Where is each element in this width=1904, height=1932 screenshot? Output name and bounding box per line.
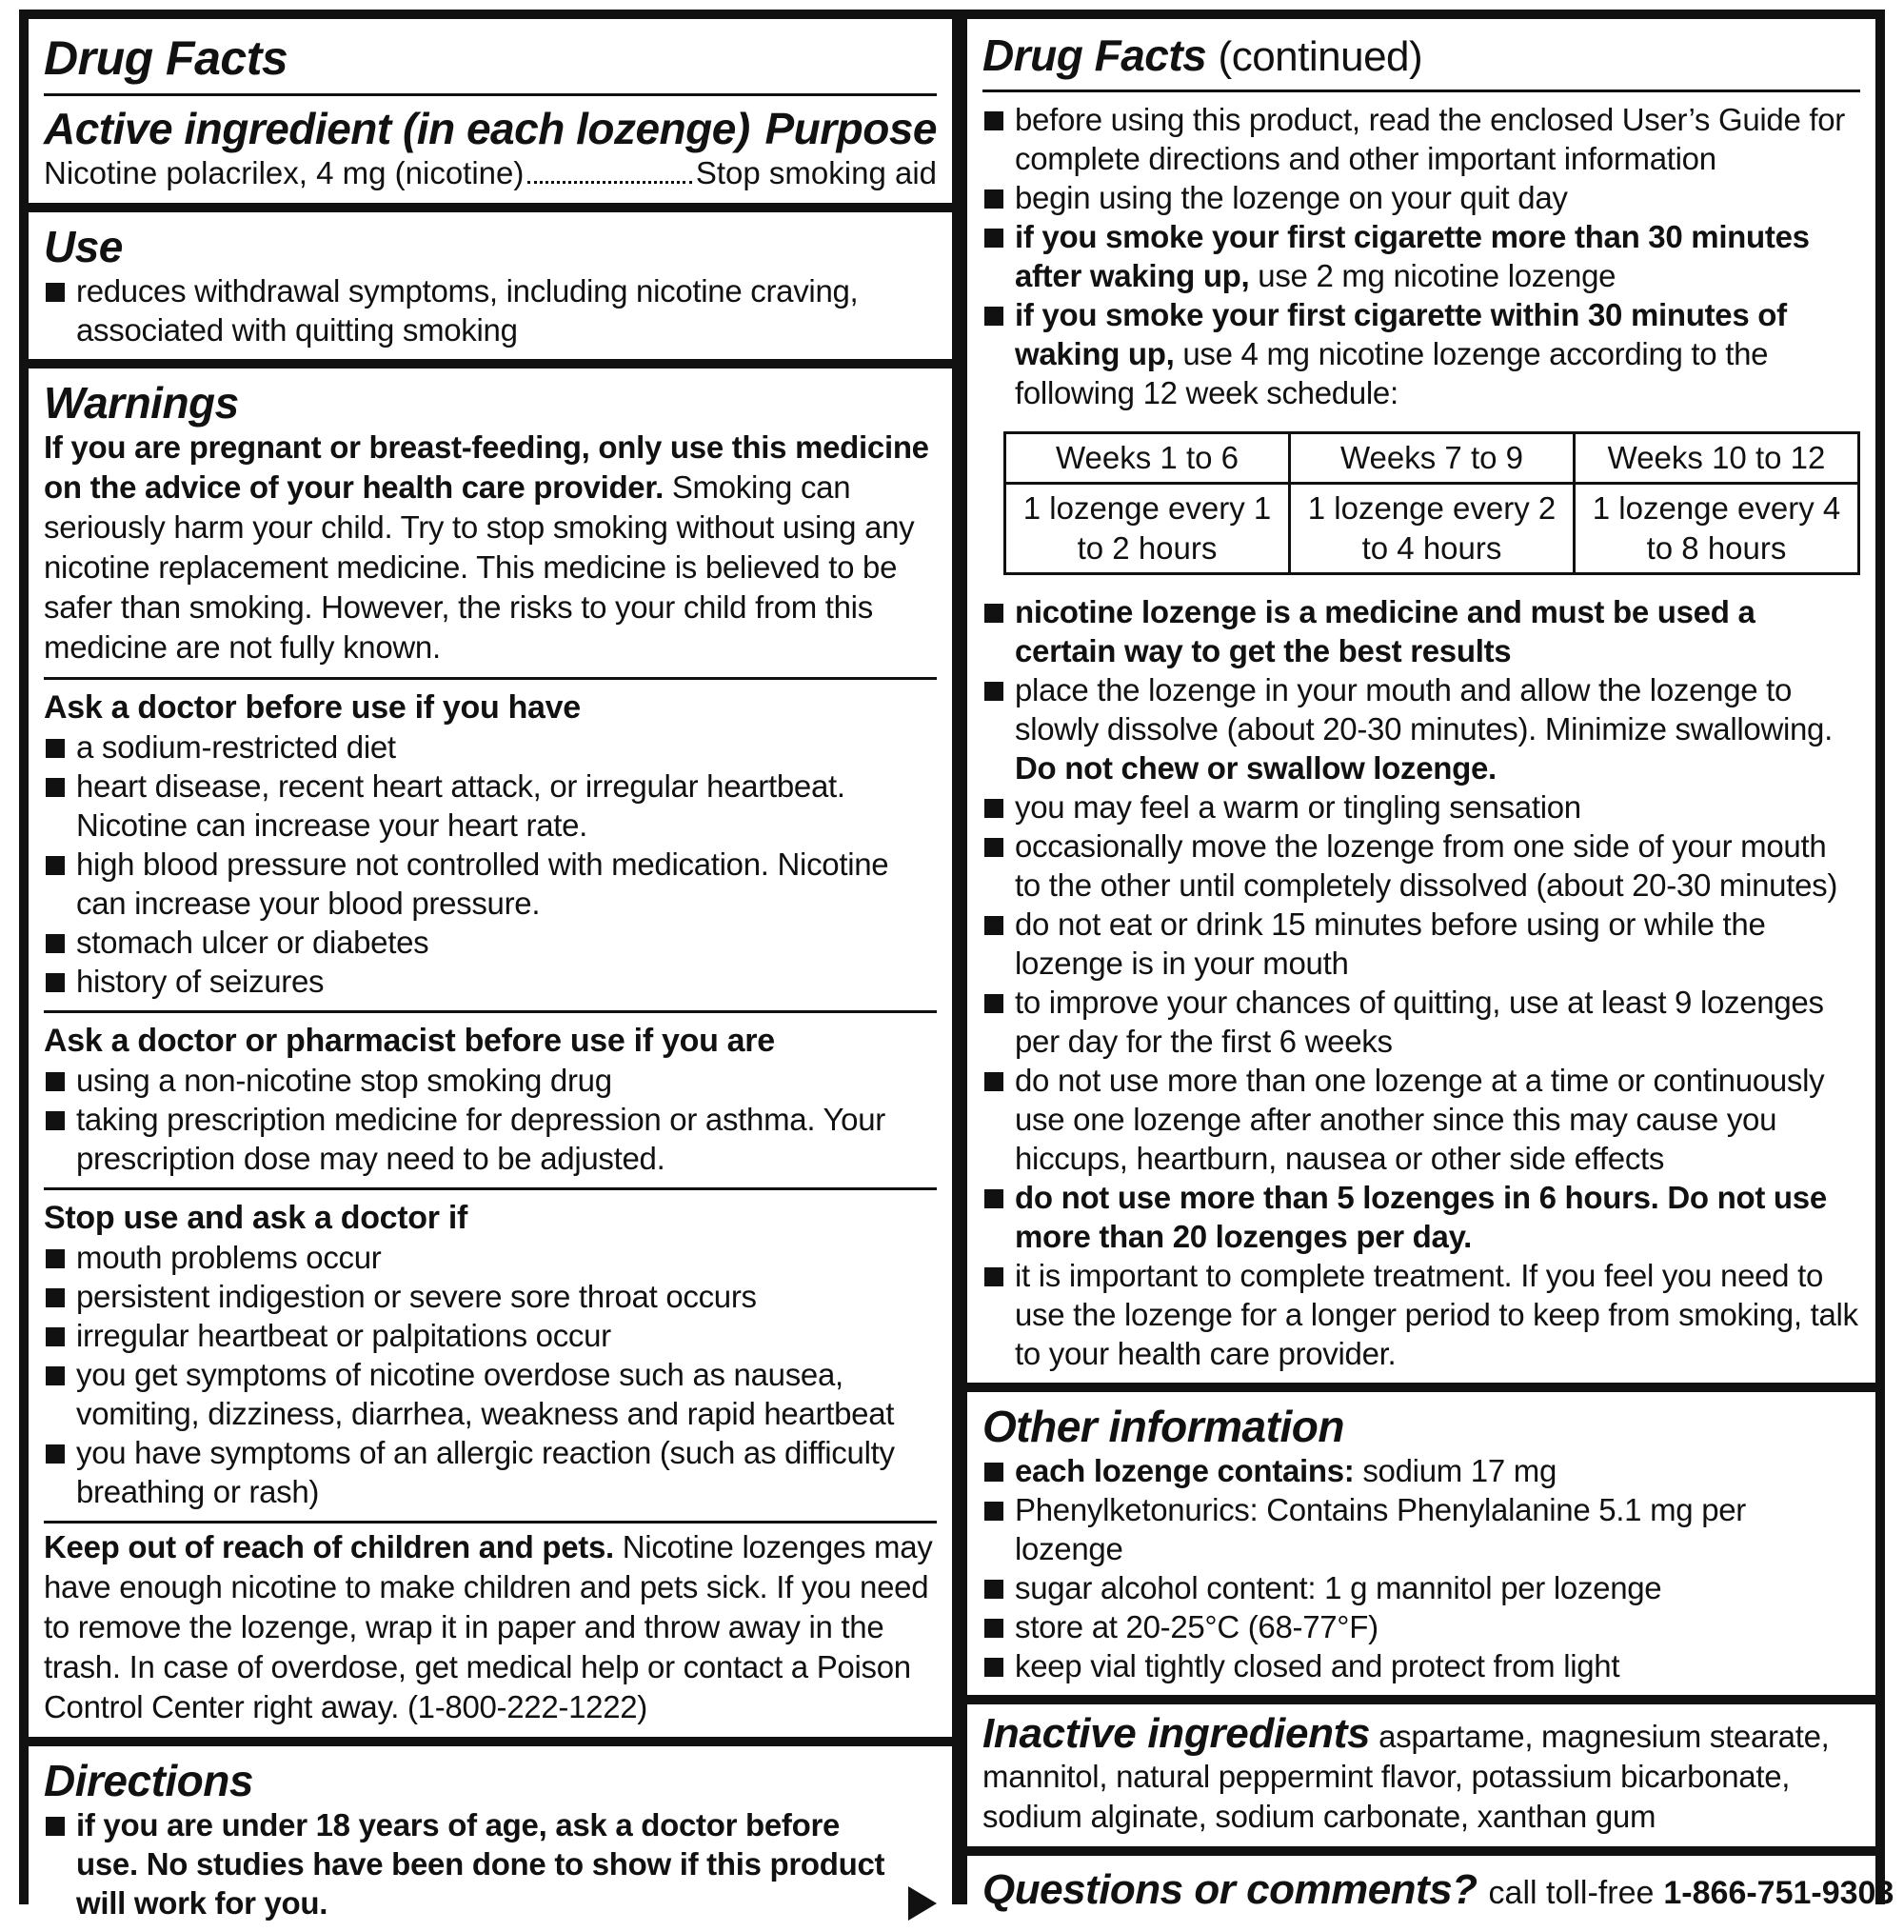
- questions-call-text: call toll-free: [1488, 1875, 1655, 1911]
- list-item: place the lozenge in your mouth and allow the lozenge to slowly dissolve (about 20-30 minutes). Minimize swallowing. Do not chew or swallow lozenge.: [982, 670, 1860, 787]
- bullet-square-icon: [984, 1189, 1003, 1208]
- table-row: [1005, 484, 1859, 574]
- list-item: irregular heartbeat or palpitations occur: [44, 1316, 937, 1355]
- divider: [44, 677, 937, 680]
- list-item: do not use more than one lozenge at a time or continuously use one lozenge after another since this may cause you hiccups, heartburn, nausea or other side effects: [982, 1061, 1860, 1178]
- bullet-square-icon: [46, 739, 65, 758]
- use-heading: Use: [44, 222, 123, 271]
- bullet-square-icon: [984, 307, 1003, 326]
- bullet-square-icon: [984, 1580, 1003, 1599]
- bullet-square-icon: [46, 283, 65, 302]
- inactive-ingredients-section: [967, 1704, 1875, 1846]
- bullet-square-icon: [46, 1288, 65, 1307]
- use-list: [44, 271, 937, 349]
- list-item: sugar alcohol content: 1 g mannitol per lozenge: [982, 1568, 1860, 1607]
- directions-heading: Directions: [44, 1756, 253, 1805]
- bullet-square-icon: [46, 856, 65, 875]
- purpose-heading: Purpose: [764, 104, 937, 153]
- divider: [44, 1521, 937, 1524]
- dosing-schedule-table: [1003, 431, 1860, 575]
- bullet-square-icon: [984, 1658, 1003, 1677]
- bullet-square-icon: [46, 1249, 65, 1268]
- divider: [44, 1010, 937, 1013]
- bullet-square-icon: [984, 604, 1003, 623]
- stop-use-heading: Stop use and ask a doctor if: [44, 1200, 468, 1236]
- list-item: a sodium-restricted diet: [44, 727, 937, 767]
- list-item: you have symptoms of an allergic reaction (such as difficulty breathing or rash): [44, 1433, 937, 1511]
- bullet-square-icon: [984, 916, 1003, 935]
- bullet-square-icon: [46, 1817, 65, 1836]
- ingredient-name: Nicotine polacrilex, 4 mg (nicotine): [44, 155, 525, 190]
- drug-facts-panel: [19, 10, 1894, 1921]
- list-item: store at 20-25°C (68-77°F): [982, 1607, 1860, 1646]
- warnings-section: [29, 368, 952, 1737]
- right-column: [967, 19, 1894, 1913]
- ingredient-row: [44, 153, 937, 193]
- bullet-square-icon: [984, 994, 1003, 1013]
- table-cell: 1 lozenge every 4 to 8 hours: [1575, 484, 1859, 574]
- left-column: [29, 19, 952, 1921]
- stop-use-list: [44, 1238, 937, 1511]
- table-header-cell: Weeks 10 to 12: [1575, 433, 1859, 484]
- list-item: you get symptoms of nicotine overdose such as nausea, vomiting, dizziness, diarrhea, weakness and rapid heartbeat: [44, 1355, 937, 1433]
- list-item: occasionally move the lozenge from one side of your mouth to the other until completely dissolved (about 20-30 minutes): [982, 827, 1860, 905]
- ask-doctor-list: [44, 727, 937, 1001]
- directions-continued-section: [967, 19, 1875, 1383]
- bullet-square-icon: [984, 189, 1003, 209]
- list-item: it is important to complete treatment. If you feel you need to use the lozenge for a longer period to keep from smoking, talk to your health care provider.: [982, 1256, 1860, 1373]
- questions-phone: 1-866-751-9303: [1663, 1875, 1894, 1911]
- warnings-heading: Warnings: [44, 378, 239, 428]
- list-item: you may feel a warm or tingling sensation: [982, 787, 1860, 827]
- list-item: if you smoke your first cigarette more than 30 minutes after waking up, use 2 mg nicotine lozenge: [982, 217, 1860, 295]
- pregnancy-warning: If you are pregnant or breast-feeding, only use this medicine on the advice of your health care provider. Smoking can seriously harm your child. Try to stop smoking without using any nicotine replacement medicine. This medicine is believed to be safer than smoking. However, the risks to your child from this medicine are not fully known.: [44, 429, 929, 665]
- list-item: to improve your chances of quitting, use at least 9 lozenges per day for the first 6 weeks: [982, 983, 1860, 1061]
- bullet-square-icon: [46, 1366, 65, 1385]
- table-header-cell: Weeks 7 to 9: [1290, 433, 1575, 484]
- keep-out-of-reach-warning: Keep out of reach of children and pets. Nicotine lozenges may have enough nicotine to make children and pets sick. If you need to remove the lozenge, wrap it in paper and throw away in the trash. In case of overdose, get medical help or contact a Poison Control Center right away. (1-800-222-1222): [44, 1529, 933, 1724]
- list-item: Phenylketonurics: Contains Phenylalanine 5.1 mg per lozenge: [982, 1490, 1860, 1568]
- bullet-square-icon: [46, 1072, 65, 1091]
- inactive-ingredients-heading: Inactive ingredients: [982, 1710, 1371, 1757]
- table-header-row: [1005, 433, 1859, 484]
- bullet-square-icon: [984, 1267, 1003, 1286]
- directions-continued-list-2: [982, 592, 1860, 1373]
- bullet-square-icon: [984, 1502, 1003, 1521]
- list-item: before using this product, read the enclosed User’s Guide for complete directions and other important information: [982, 100, 1860, 178]
- bullet-square-icon: [46, 1327, 65, 1346]
- list-item: keep vial tightly closed and protect from light: [982, 1646, 1860, 1685]
- list-item: reduces withdrawal symptoms, including nicotine craving, associated with quitting smoking: [44, 271, 937, 349]
- bullet-square-icon: [46, 1444, 65, 1464]
- bullet-square-icon: [46, 973, 65, 992]
- active-ingredient-header: [44, 104, 937, 153]
- questions-section: [967, 1856, 1894, 1924]
- directions-continued-list: [982, 100, 1860, 412]
- bullet-square-icon: [984, 799, 1003, 818]
- list-item: taking prescription medicine for depression or asthma. Your prescription dose may need to be adjusted.: [44, 1100, 937, 1178]
- ask-pharmacist-heading: Ask a doctor or pharmacist before use if you are: [44, 1023, 775, 1059]
- directions-section: [29, 1746, 952, 1932]
- continue-arrow-icon: [908, 1886, 937, 1921]
- list-item: using a non-nicotine stop smoking drug: [44, 1061, 937, 1100]
- bullet-square-icon: [984, 1619, 1003, 1638]
- questions-line: [982, 1865, 1894, 1915]
- bullet-square-icon: [984, 682, 1003, 701]
- inactive-ingredients-text: Inactive ingredients aspartame, magnesium stearate, mannitol, natural peppermint flavor, potassium bicarbonate, sodium alginate, sodium carbonate, xanthan gum: [982, 1710, 1830, 1834]
- list-item: nicotine lozenge is a medicine and must be used a certain way to get the best results: [982, 592, 1860, 670]
- other-information-section: [967, 1392, 1875, 1695]
- bullet-square-icon: [46, 778, 65, 797]
- list-item: each lozenge contains: sodium 17 mg: [982, 1451, 1860, 1490]
- list-item: stomach ulcer or diabetes: [44, 923, 937, 962]
- list-item: if you are under 18 years of age, ask a doctor before use. No studies have been done to show if this product will work for you.: [44, 1805, 937, 1922]
- drug-facts-title: Drug Facts: [44, 29, 937, 96]
- other-information-heading: Other information: [982, 1402, 1344, 1451]
- ingredient-purpose: Stop smoking aid: [695, 155, 937, 190]
- drug-facts-continued-title: Drug Facts (continued): [982, 29, 1860, 92]
- list-item: if you smoke your first cigarette within 30 minutes of waking up, use 4 mg nicotine lozenge according to the following 12 week schedule:: [982, 295, 1860, 412]
- list-item: do not use more than 5 lozenges in 6 hours. Do not use more than 20 lozenges per day.: [982, 1178, 1860, 1256]
- bullet-square-icon: [984, 838, 1003, 857]
- divider: [44, 1187, 937, 1190]
- active-ingredient-section: [29, 19, 952, 203]
- questions-heading: Questions or comments?: [982, 1866, 1478, 1913]
- bullet-square-icon: [984, 1072, 1003, 1091]
- bullet-square-icon: [984, 1463, 1003, 1482]
- ask-doctor-heading: Ask a doctor before use if you have: [44, 689, 581, 726]
- list-item: begin using the lozenge on your quit day: [982, 178, 1860, 217]
- list-item: high blood pressure not controlled with medication. Nicotine can increase your blood pressure.: [44, 845, 937, 923]
- list-item: do not eat or drink 15 minutes before using or while the lozenge is in your mouth: [982, 905, 1860, 983]
- table-header-cell: Weeks 1 to 6: [1005, 433, 1290, 484]
- list-item: persistent indigestion or severe sore throat occurs: [44, 1277, 937, 1316]
- table-cell: 1 lozenge every 1 to 2 hours: [1005, 484, 1290, 574]
- use-section: [29, 212, 952, 359]
- bullet-square-icon: [984, 111, 1003, 130]
- bullet-square-icon: [46, 1111, 65, 1130]
- ask-pharmacist-list: [44, 1061, 937, 1178]
- dot-leader: [527, 181, 691, 184]
- directions-list: [44, 1805, 937, 1922]
- active-ingredient-heading: Active ingredient (in each lozenge): [44, 104, 750, 153]
- table-cell: 1 lozenge every 2 to 4 hours: [1290, 484, 1575, 574]
- other-information-list: [982, 1451, 1860, 1685]
- list-item: history of seizures: [44, 962, 937, 1001]
- bullet-square-icon: [46, 934, 65, 953]
- list-item: mouth problems occur: [44, 1238, 937, 1277]
- bullet-square-icon: [984, 229, 1003, 248]
- list-item: heart disease, recent heart attack, or irregular heartbeat. Nicotine can increase your heart rate.: [44, 767, 937, 845]
